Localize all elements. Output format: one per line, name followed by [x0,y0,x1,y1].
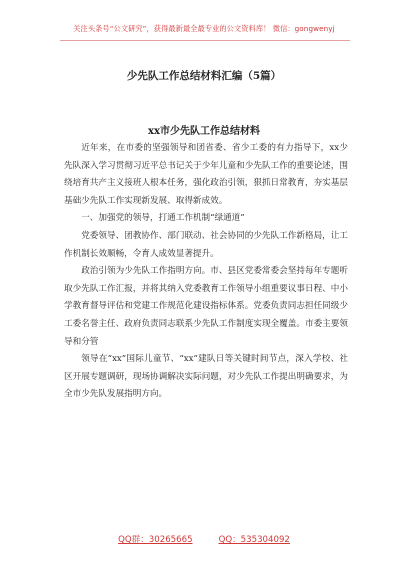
header-banner: 关注头条号“公文研究”，获得最新最全最专业的公文资料库！ 微信：gongwenyj [73,24,335,33]
paragraph-political-guidance: 政治引领为少先队工作指明方向。市、县区党委常委会坚持每年专题听取少先队工作汇报，并将其纳入党委教育工作领导小组重要议事日程、中小学教育督导评估和党建工作规范化建设指标体系。党委负责同志担任同级少工委名誉主任、政府负责同志联系少先队工作制度实现全覆盖。市委主要领导和分管 [64,266,348,347]
document-body [64,140,348,404]
paragraph-intro: 近年来，在市委的坚强领导和团省委、省少工委的有力指导下，xx少先队深入学习贯彻习近平总书记关于少年儿童和少先队工作的重要论述，围绕培育共产主义接班人根本任务，强化政治引领，狠抓日常教育，夯实基层基础少先队工作实现新发展、取得新成效。 [64,143,348,206]
footer-qq-group: QQ群：30265665 [118,535,193,545]
footer-qq-number: QQ：535304092 [218,535,290,545]
section-title: xx市少先队工作总结材料 [148,126,260,137]
footer-contact [0,533,408,545]
header-divider [60,40,350,41]
document-title: 少先队工作总结材料汇编（5篇） [126,70,282,82]
subheading-party-leadership: 一、加强党的领导，打通工作机制“绿通道” [81,213,245,224]
paragraph-leadership-visits: 领导在“xx”国际儿童节、“xx”建队日等关键时间节点，深入学校、社区开展专题调研，现场协调解决实际问题，对少先队工作提出明确要求，为全市少先队发展指明方向。 [64,354,348,400]
paragraph-work-pattern: 党委领导、团教协作、部门联动、社会协同的少先队工作新格局，让工作机制长效顺畅，令育人成效显著提升。 [64,230,348,259]
